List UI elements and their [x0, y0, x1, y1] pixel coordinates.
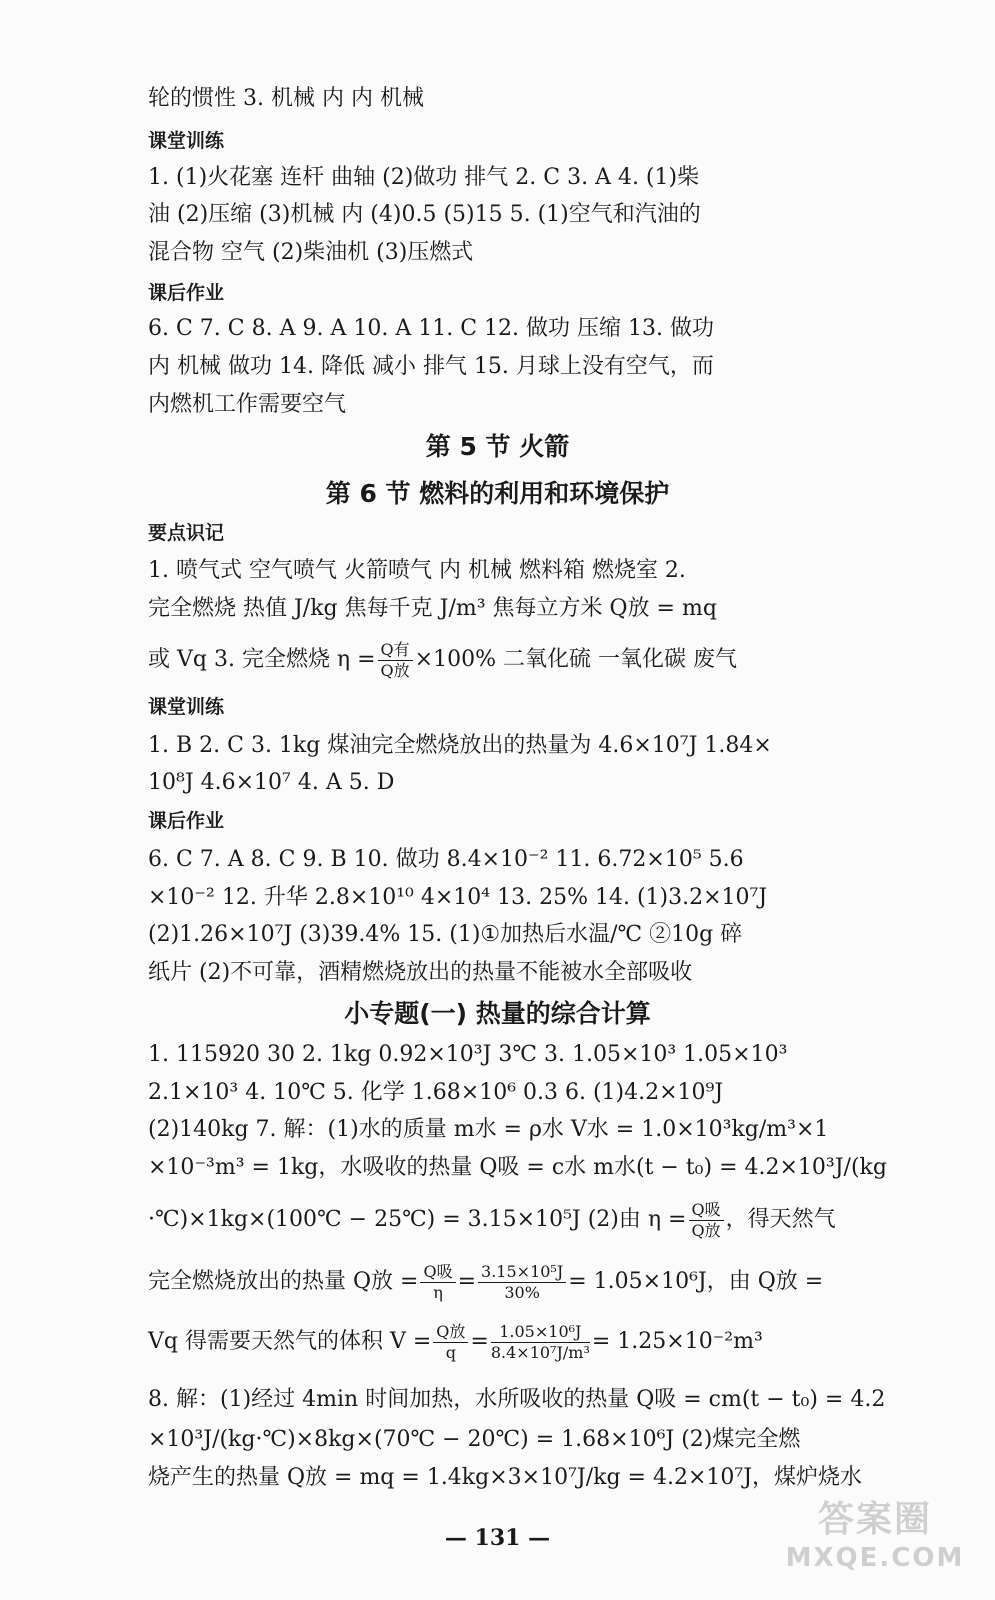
section-heading: 课堂训练 — [148, 130, 225, 152]
text-line: 1. 喷气式 空气喷气 火箭喷气 内 机械 燃料箱 燃烧室 2. — [148, 558, 686, 583]
text-span: ×100% 二氧化硫 一氧化碳 废气 — [414, 647, 737, 672]
fraction-denominator: Q放 — [691, 1220, 721, 1240]
text-line: 内燃机工作需要空气 — [148, 392, 347, 417]
fraction-denominator: 30% — [504, 1282, 540, 1302]
text-line: 6. C 7. A 8. C 9. B 10. 做功 8.4×10⁻² 11. 6.72×10⁵ 5.6 — [148, 847, 744, 872]
text-line: ×10⁻³m³ = 1kg，水吸收的热量 Q吸 = c水 m水(t − t₀) = 4.2×10³J/(kg — [148, 1155, 887, 1180]
text-line: 1. (1)火花塞 连杆 曲轴 (2)做功 排气 2. C 3. A 4. (1)柴 — [148, 165, 700, 190]
section-heading: 课后作业 — [148, 810, 225, 832]
text-line-fraction — [148, 1258, 824, 1306]
text-span: 完全燃烧放出的热量 Q放 = — [148, 1269, 419, 1294]
fraction — [433, 1321, 468, 1362]
section-heading: 课后作业 — [148, 282, 225, 304]
section-title: 第 5 节 火箭 — [425, 432, 570, 461]
text-line: 1. B 2. C 3. 1kg 煤油完全燃烧放出的热量为 4.6×10⁷J 1.84× — [148, 733, 772, 758]
fraction-numerator: Q吸 — [420, 1264, 455, 1283]
text-line: 内 机械 做功 14. 降低 减小 排气 15. 月球上没有空气，而 — [148, 354, 714, 379]
text-span: ，得天然气 — [725, 1207, 836, 1232]
text-line: 完全燃烧 热值 J/kg 焦每千克 J/m³ 焦每立方米 Q放 = mq — [148, 596, 717, 621]
section-title: 第 6 节 燃料的利用和环境保护 — [325, 479, 670, 508]
text-line: 纸片 (2)不可靠，酒精燃烧放出的热量不能被水全部吸收 — [148, 960, 693, 985]
text-span: = 1.05×10⁶J，由 Q放 = — [568, 1269, 824, 1294]
fraction — [689, 1199, 724, 1240]
fraction — [378, 639, 413, 680]
text-span: 或 Vq 3. 完全燃烧 η = — [148, 647, 376, 672]
watermark-url: MXQE.COM — [785, 1543, 965, 1573]
fraction-denominator: q — [445, 1342, 456, 1362]
text-line: ×10⁻² 12. 升华 2.8×10¹⁰ 4×10⁴ 13. 25% 14. (1)3.2×10⁷J — [148, 885, 768, 910]
text-line: 烧产生的热量 Q放 = mq = 1.4kg×3×10⁷J/kg = 4.2×10⁷J，煤炉烧水 — [148, 1465, 863, 1490]
fraction — [478, 1261, 566, 1302]
fraction-denominator: η — [433, 1282, 443, 1302]
text-line-fraction — [148, 1198, 836, 1242]
section-heading: 课堂训练 — [148, 696, 225, 718]
fraction-numerator: Q吸 — [689, 1202, 724, 1221]
section-title: 小专题(一) 热量的综合计算 — [344, 999, 651, 1028]
text-line: (2)1.26×10⁷J (3)39.4% 15. (1)①加热后水温/℃ ②10g 碎 — [148, 922, 743, 947]
text-line: 8. 解：(1)经过 4min 时间加热，水所吸收的热量 Q吸 = cm(t − t₀) = 4.2 — [148, 1387, 886, 1412]
equals-sign: = — [457, 1269, 477, 1294]
fraction-denominator: 8.4×10⁷J/m³ — [490, 1342, 590, 1362]
text-line: 2.1×10³ 4. 10℃ 5. 化学 1.68×10⁶ 0.3 6. (1)4.2×10⁹J — [148, 1080, 724, 1105]
fraction-numerator: 3.15×10⁵J — [478, 1264, 566, 1283]
equals-sign: = — [470, 1329, 489, 1354]
text-span: = 1.25×10⁻²m³ — [591, 1329, 763, 1354]
text-line: 油 (2)压缩 (3)机械 内 (4)0.5 (5)15 5. (1)空气和汽油的 — [148, 202, 701, 227]
text-line: 混合物 空气 (2)柴油机 (3)压燃式 — [148, 240, 474, 265]
watermark-logo — [775, 1498, 975, 1588]
text-line: 6. C 7. C 8. A 9. A 10. A 11. C 12. 做功 压缩 13. 做功 — [148, 316, 714, 341]
fraction-numerator: Q放 — [433, 1324, 468, 1343]
fraction-denominator: Q放 — [380, 660, 410, 680]
text-line: 10⁸J 4.6×10⁷ 4. A 5. D — [148, 770, 395, 795]
text-line: 轮的惯性 3. 机械 内 内 机械 — [148, 86, 424, 111]
fraction-numerator: 1.05×10⁶J — [491, 1324, 590, 1343]
text-span: Vq 得需要天然气的体积 V = — [148, 1329, 432, 1354]
text-line-fraction — [148, 638, 788, 682]
watermark-text: 答案圈 — [817, 1499, 932, 1540]
fraction-numerator: Q有 — [378, 642, 413, 661]
fraction — [490, 1321, 590, 1362]
text-line: 1. 115920 30 2. 1kg 0.92×10³J 3℃ 3. 1.05×10³ 1.05×10³ — [148, 1042, 788, 1067]
section-heading: 要点识记 — [148, 522, 225, 544]
fraction — [420, 1261, 455, 1302]
text-line: (2)140kg 7. 解：(1)水的质量 m水 = ρ水 V水 = 1.0×10³kg/m³×1 — [148, 1117, 829, 1142]
page-number: — 131 — — [444, 1525, 551, 1551]
text-span: ·℃)×1kg×(100℃ − 25℃) = 3.15×10⁵J (2)由 η = — [148, 1207, 687, 1232]
text-line-fraction — [148, 1318, 788, 1366]
text-line: ×10³J/(kg·℃)×8kg×(70℃ − 20℃) = 1.68×10⁶J (2)煤完全燃 — [148, 1427, 801, 1452]
